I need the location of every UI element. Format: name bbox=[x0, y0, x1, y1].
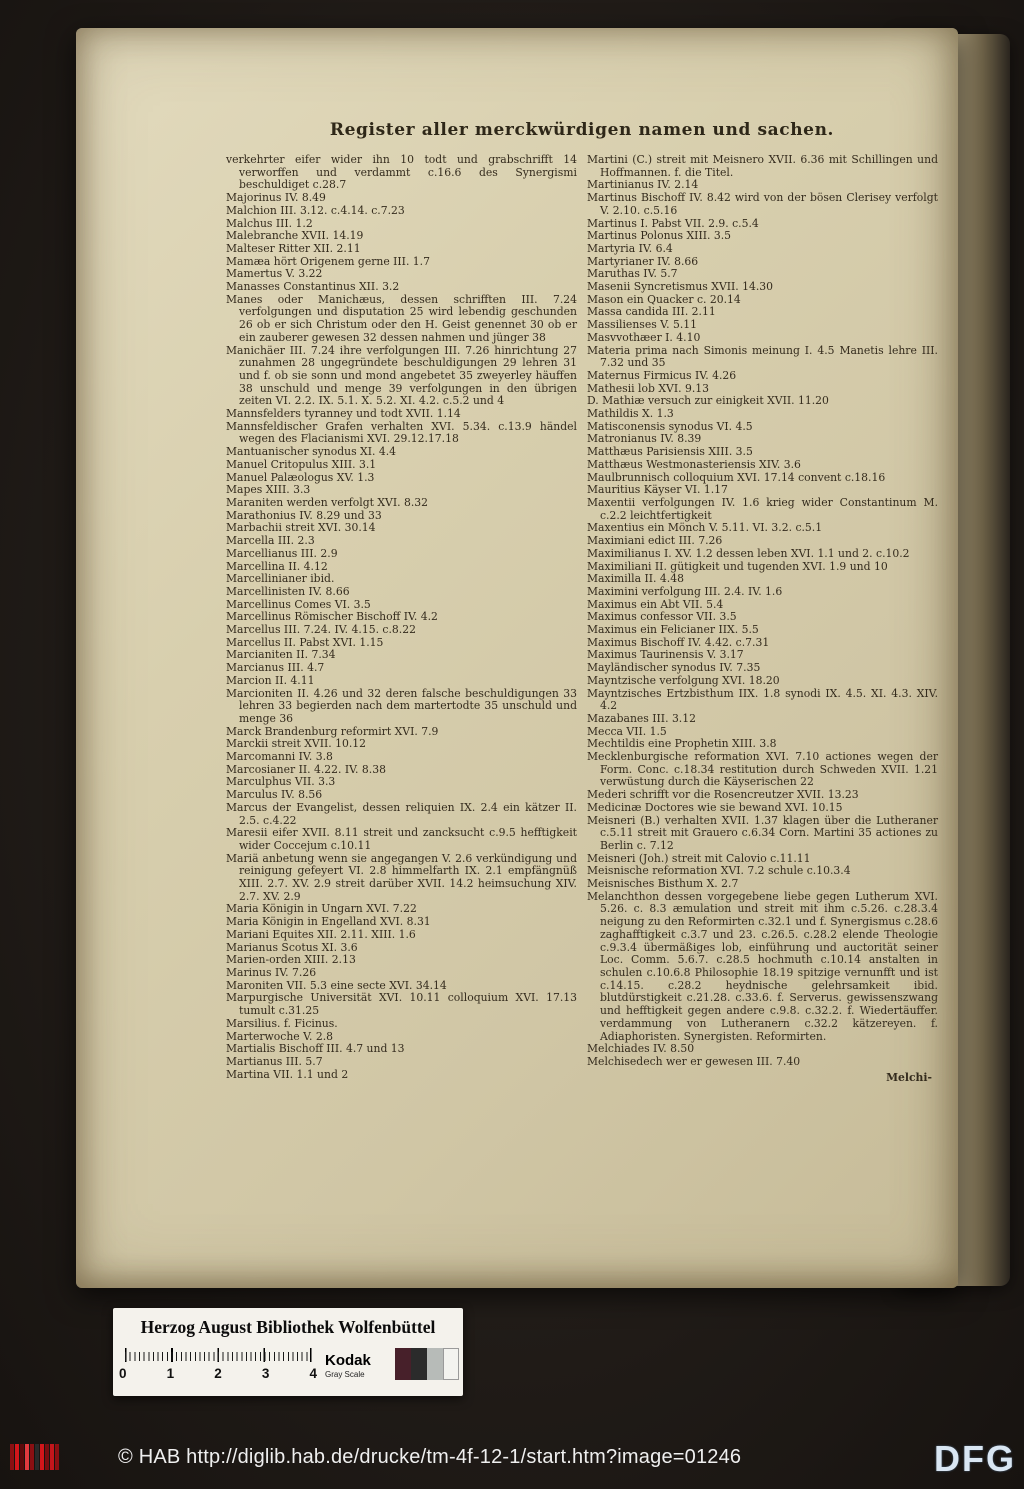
index-entry: Matthæus Westmonasteriensis XIV. 3.6 bbox=[587, 457, 801, 471]
index-entry: Manasses Constantinus XII. 3.2 bbox=[226, 280, 400, 294]
index-entry: Mannsfelders tyranney und todt XVII. 1.14 bbox=[226, 407, 461, 421]
calibration-stripe bbox=[25, 1444, 29, 1470]
index-entry: Martinianus IV. 2.14 bbox=[587, 178, 699, 192]
kodak-block bbox=[325, 1352, 391, 1379]
book-page-scan bbox=[76, 28, 958, 1288]
grayscale-patch bbox=[427, 1348, 443, 1380]
ruler-number: 3 bbox=[261, 1366, 270, 1381]
index-entry: Marck Brandenburg reformirt XVI. 7.9 bbox=[226, 724, 439, 738]
index-entry: Maximilianus I. XV. 1.2 dessen leben XVI. 1.1 und 2. c.10.2 bbox=[587, 546, 910, 560]
index-entry: Marcellinisten IV. 8.66 bbox=[226, 584, 350, 598]
index-entry: Mederi schrifft vor die Rosencreutzer XVII. 13.23 bbox=[587, 788, 859, 802]
index-entry: Mathildis X. 1.3 bbox=[587, 407, 674, 421]
index-entry: Manes oder Manichæus, dessen schrifften III. 7.24 verfolgungen und disputation 25 wird lebendig geschunden 26 ob er sich Christum oder den H. Geist genennet 30 ob er ein zauberer gewesen 32 dessen nahmen und jünger 38 bbox=[226, 292, 577, 344]
calibration-stripe bbox=[55, 1444, 59, 1470]
index-entry: Maximus ein Abt VII. 5.4 bbox=[587, 597, 724, 611]
index-entry: Maximus confessor VII. 3.5 bbox=[587, 610, 737, 624]
index-entry: Marcianiten II. 7.34 bbox=[226, 648, 336, 662]
calibration-stripe bbox=[10, 1444, 14, 1470]
ruler-number: 2 bbox=[214, 1366, 222, 1381]
index-entry: Martyria IV. 6.4 bbox=[587, 241, 673, 255]
index-entry: Massa candida III. 2.11 bbox=[587, 305, 716, 319]
ruler-number: 1 bbox=[166, 1366, 175, 1381]
ruler-numbers bbox=[119, 1366, 317, 1381]
calibration-stripe bbox=[45, 1444, 49, 1470]
index-entry: Marbachii streit XVI. 30.14 bbox=[226, 521, 376, 535]
index-entry: Martyrianer IV. 8.66 bbox=[587, 254, 699, 268]
index-columns bbox=[226, 154, 938, 1084]
index-entry: Marculus IV. 8.56 bbox=[226, 788, 323, 802]
index-entry: Maximus ein Felicianer IIX. 5.5 bbox=[587, 623, 759, 637]
index-entry: Marcellinus Comes VI. 3.5 bbox=[226, 597, 371, 611]
index-entry: Matronianus IV. 8.39 bbox=[587, 432, 702, 446]
index-entry: Massilienses V. 5.11 bbox=[587, 318, 697, 332]
index-entry: Matthæus Parisiensis XIII. 3.5 bbox=[587, 445, 753, 459]
index-entry: Malebranche XVII. 14.19 bbox=[226, 229, 364, 243]
index-entry: Maximus Bischoff IV. 4.42. c.7.31 bbox=[587, 635, 770, 649]
index-entry: Martina VII. 1.1 und 2 bbox=[226, 1067, 349, 1081]
index-entry: Mannsfeldischer Grafen verhalten XVI. 5.34. c.13.9 händel wegen des Flacianismi XVI. 29.12.17.18 bbox=[226, 419, 577, 446]
index-entry: Maternus Firmicus IV. 4.26 bbox=[587, 368, 737, 382]
index-entry: Melanchthon dessen vorgegebene liebe gegen Lutherum XVI. 5.26. c. 8.3 æmulation und streit mit ihm c.5.26. c.28.3.4 neigung zu den Reformirten c.32.1 und f. Synergismus c.28.6 zaghafftigkeit c.3.7 und 23. c.26.5. c.28.2 elende Theologie c.9.3.4 übermäßiges lob, einführung und auctorität seiner Loc. Comm. 5.6.7. c.28.5 hochmuth c.10.14 anstalten in schulen c.10.6.8 Philosophie 18.19 spitzige vernunfft und ist c.14.15. c.28.2 heydnische gelehrsamkeit ibid. blutdürstigkeit c.21.28. c.33.6. f. Serverus. gewissenszwang und hefftigkeit gegen andere c.9.8. c.32.2. f. Wiedertäuffer. verdammung von Lutheranern c.32.2 kätzereyen. f. Adiaphoristen. Synergisten. Reformirten. bbox=[587, 889, 938, 1043]
index-entry: Martinus Polonus XIII. 3.5 bbox=[587, 229, 732, 243]
calibration-stripe bbox=[35, 1444, 39, 1470]
index-entry: Mazabanes III. 3.12 bbox=[587, 711, 696, 725]
index-entry: Marculphus VII. 3.3 bbox=[226, 775, 336, 789]
index-entry: Marcellinianer ibid. bbox=[226, 572, 335, 586]
index-entry: Malteser Ritter XII. 2.11 bbox=[226, 241, 361, 255]
index-entry: Malchion III. 3.12. c.4.14. c.7.23 bbox=[226, 203, 405, 217]
index-entry: D. Mathiæ versuch zur einigkeit XVII. 11.20 bbox=[587, 394, 829, 408]
calibration-stripe bbox=[40, 1444, 44, 1470]
index-entry: Mauritius Käyser VI. 1.17 bbox=[587, 483, 728, 497]
index-entry: Medicinæ Doctores wie sie bewand XVI. 10.15 bbox=[587, 800, 843, 814]
grayscale-patch bbox=[443, 1348, 459, 1380]
calibration-stripe bbox=[20, 1444, 24, 1470]
index-entry: Marcella III. 2.3 bbox=[226, 534, 315, 548]
index-entry: Maraniten werden verfolgt XVI. 8.32 bbox=[226, 495, 429, 509]
index-entry: Martinus I. Pabst VII. 2.9. c.5.4 bbox=[587, 216, 759, 230]
grayscale-patches bbox=[395, 1348, 459, 1380]
index-entry: verkehrter eifer wider ihn 10 todt und grabschrifft 14 verworffen und verdammt c.16.6 des Synergismi beschuldiget c.28.7 bbox=[226, 153, 577, 192]
index-entry: Matisconensis synodus VI. 4.5 bbox=[587, 419, 753, 433]
index-entry: Mathesii lob XVI. 9.13 bbox=[587, 381, 710, 395]
index-entry: Marterwoche V. 2.8 bbox=[226, 1029, 334, 1043]
index-entry: Marcosianer II. 4.22. IV. 8.38 bbox=[226, 762, 386, 776]
calibration-stripe bbox=[50, 1444, 54, 1470]
index-entry: Martinus Bischoff IV. 8.42 wird von der bösen Clerisey verfolgt V. 2.10. c.5.16 bbox=[587, 191, 938, 217]
kodak-wordmark: Kodak bbox=[325, 1352, 371, 1369]
index-entry: Mamertus V. 3.22 bbox=[226, 267, 323, 281]
index-entry: Maria Königin in Engelland XVI. 8.31 bbox=[226, 915, 431, 929]
index-entry: Malchus III. 1.2 bbox=[226, 216, 313, 230]
index-entry: Marcellina II. 4.12 bbox=[226, 559, 328, 573]
index-entry: Marcellus III. 7.24. IV. 4.15. c.8.22 bbox=[226, 623, 416, 637]
index-entry: Marien-orden XIII. 2.13 bbox=[226, 953, 356, 967]
index-entry: Mecca VII. 1.5 bbox=[587, 724, 667, 738]
index-entry: Maximilla II. 4.48 bbox=[587, 572, 684, 586]
index-entry: Mariä anbetung wenn sie angegangen V. 2.6 verkündigung und reinigung gefeyert VI. 2.8 himmelfarth IX. 2.1 empfängnüß XIII. 2.7. XV. 2.9 streit darüber XVII. 14.2 heimsuchung XIV. 2.7. XV. 2.9 bbox=[226, 851, 577, 903]
index-entry: Melchisedech wer er gewesen III. 7.40 bbox=[587, 1054, 801, 1068]
index-entry: Manuel Palæologus XV. 1.3 bbox=[226, 470, 375, 484]
index-entry: Mecklenburgische reformation XVI. 7.10 actiones wegen der Form. Conc. c.18.34 restitution durch Schweden XVII. 1.21 verwüstung durch die Käyserischen 22 bbox=[587, 750, 938, 789]
index-entry: Masvvothæer I. 4.10 bbox=[587, 330, 701, 344]
index-entry: Maximiani edict III. 7.26 bbox=[587, 534, 723, 548]
index-entry: Manuel Critopulus XIII. 3.1 bbox=[226, 457, 377, 471]
index-entry: Mayntzisches Ertzbisthum IIX. 1.8 synodi IX. 4.5. XI. 4.3. XIV. 4.2 bbox=[587, 686, 938, 713]
column-right bbox=[587, 154, 938, 1084]
index-entry: Mamæa hört Origenem gerne III. 1.7 bbox=[226, 254, 430, 268]
color-calibration-strip bbox=[10, 1444, 59, 1470]
index-entry: Mayländischer synodus IV. 7.35 bbox=[587, 661, 761, 675]
ruler-mm-ticks bbox=[125, 1352, 311, 1361]
index-entry: Martialis Bischoff III. 4.7 und 13 bbox=[226, 1042, 405, 1056]
grayscale-caption: Gray Scale bbox=[325, 1370, 365, 1379]
library-name: Herzog August Bibliothek Wolfenbüttel bbox=[140, 1317, 436, 1337]
index-entry: Marcellinus Römischer Bischoff IV. 4.2 bbox=[226, 610, 438, 624]
index-entry: Maruthas IV. 5.7 bbox=[587, 267, 678, 281]
ruler-number: 4 bbox=[309, 1366, 317, 1381]
index-entry: Maxentii verfolgungen IV. 1.6 krieg wider Constantinum M. c.2.2 leichtfertigkeit bbox=[587, 495, 938, 522]
index-entry: Maximini verfolgung III. 2.4. IV. 1.6 bbox=[587, 584, 783, 598]
index-entry: Masenii Syncretismus XVII. 14.30 bbox=[587, 280, 774, 294]
index-entry: Marcomanni IV. 3.8 bbox=[226, 750, 333, 764]
index-entry: Mariani Equites XII. 2.11. XIII. 1.6 bbox=[226, 927, 416, 941]
index-entry: Mason ein Quacker c. 20.14 bbox=[587, 292, 741, 306]
index-entry: Mechtildis eine Prophetin XIII. 3.8 bbox=[587, 737, 777, 751]
index-entry: Manichäer III. 7.24 ihre verfolgungen III. 7.26 hinrichtung 27 zunahmen 28 ungegründete beschuldigungen 29 lehren 31 und f. ob sie sonn und mond angebetet 35 zweyerley häuffen 38 unschuld und menge 39 verfolgungen in den übrigen zeiten VI. 2.2. IX. 5.1. X. 5.2. XI. 4.2. c.5.2 und 4 bbox=[226, 343, 577, 408]
index-entry: Meisneri (B.) verhalten XVII. 1.37 klagen über die Lutheraner c.5.11 streit mit Grauero c.6.34 Corn. Martini 35 actiones zu Berlin c. 7.12 bbox=[587, 813, 938, 852]
ruler-number: 0 bbox=[119, 1366, 127, 1381]
index-entry: Marianus Scotus XI. 3.6 bbox=[226, 940, 358, 954]
grayscale-patch bbox=[395, 1348, 411, 1380]
index-entry: Marcellianus III. 2.9 bbox=[226, 546, 338, 560]
index-entry: Mayntzische verfolgung XVI. 18.20 bbox=[587, 673, 780, 687]
index-entry: Marcianus III. 4.7 bbox=[226, 661, 325, 675]
index-entry: Martini (C.) streit mit Meisnero XVII. 6.36 mit Schillingen und Hoffmannen. f. die Titel. bbox=[587, 153, 938, 179]
index-entry: Martianus III. 5.7 bbox=[226, 1054, 323, 1068]
index-entry: Maroniten VII. 5.3 eine secte XVI. 34.14 bbox=[226, 978, 447, 992]
index-entry: Marinus IV. 7.26 bbox=[226, 966, 317, 979]
index-entry: Maulbrunnisch colloquium XVI. 17.14 convent c.18.16 bbox=[587, 470, 886, 484]
index-entry: Maximus Taurinensis V. 3.17 bbox=[587, 648, 744, 662]
index-entry: Meisneri (Joh.) streit mit Calovio c.11.11 bbox=[587, 851, 811, 865]
calibration-stripe bbox=[15, 1444, 19, 1470]
index-entry: Maresii eifer XVII. 8.11 streit und zancksucht c.9.5 hefftigkeit wider Coccejum c.10.11 bbox=[226, 826, 577, 852]
page-header: Register aller merckwürdigen namen und sachen. bbox=[329, 120, 835, 140]
index-entry: Mantuanischer synodus XI. 4.4 bbox=[226, 445, 397, 459]
index-entry: Marcellus II. Pabst XVI. 1.15 bbox=[226, 635, 384, 649]
index-entry: Meisnisches Bisthum X. 2.7 bbox=[587, 877, 739, 891]
dfg-logo: DFG bbox=[934, 1438, 1016, 1479]
index-entry: Marsilius. f. Ficinus. bbox=[226, 1016, 338, 1030]
index-entry: Maxentius ein Mönch V. 5.11. VI. 3.2. c.5.1 bbox=[587, 521, 823, 535]
index-entry: Marcion II. 4.11 bbox=[226, 673, 315, 687]
index-entry: Meisnische reformation XVI. 7.2 schule c.10.3.4 bbox=[587, 864, 851, 878]
column-left bbox=[226, 154, 577, 1084]
grayscale-patch bbox=[411, 1348, 427, 1380]
index-entry: Mapes XIII. 3.3 bbox=[226, 483, 311, 497]
index-entry: Marckii streit XVII. 10.12 bbox=[226, 737, 367, 751]
calibration-stripe bbox=[30, 1444, 34, 1470]
index-entry: Maximiliani II. gütigkeit und tugenden XVI. 1.9 und 10 bbox=[587, 559, 888, 573]
index-entry: Marathonius IV. 8.29 und 33 bbox=[226, 508, 382, 522]
source-url: © HAB http://diglib.hab.de/drucke/tm-4f-12-1/start.htm?image=01246 bbox=[118, 1446, 742, 1468]
index-entry: Maria Königin in Ungarn XVI. 7.22 bbox=[226, 902, 417, 916]
index-entry: Marpurgische Universität XVI. 10.11 colloquium XVI. 17.13 tumult c.31.25 bbox=[226, 991, 577, 1018]
index-entry: Marcioniten II. 4.26 und 32 deren falsche beschuldigungen 33 lehren 33 begierden nach dem martertodte 35 unschuld und menge 36 bbox=[226, 686, 577, 725]
library-label bbox=[113, 1308, 463, 1396]
catchword: Melchi- bbox=[886, 1070, 932, 1084]
index-entry: Majorinus IV. 8.49 bbox=[226, 191, 326, 205]
index-entry: Materia prima nach Simonis meinung I. 4.5 Manetis lehre III. 7.32 und 35 bbox=[587, 343, 938, 370]
index-entry: Marcus der Evangelist, dessen reliquien IX. 2.4 ein kätzer II. 2.5. c.4.22 bbox=[226, 800, 577, 827]
index-entry: Melchiades IV. 8.50 bbox=[587, 1042, 695, 1056]
